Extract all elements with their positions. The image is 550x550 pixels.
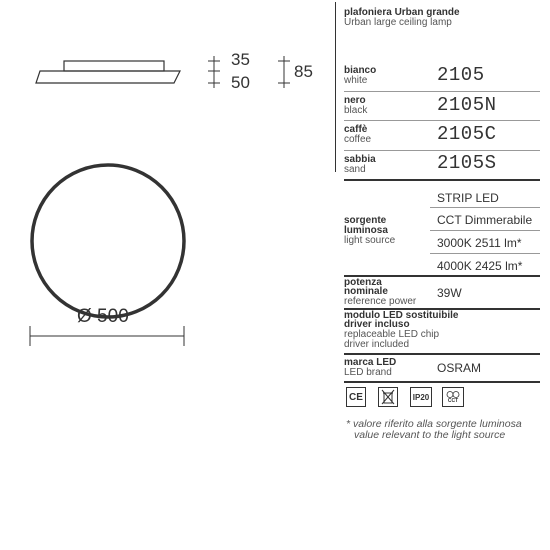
power-label-it: nominale: [344, 286, 388, 297]
module-label-en: replaceable LED chip: [344, 329, 440, 340]
divider: [430, 207, 540, 208]
finish-it: caffè: [344, 124, 368, 135]
finish-code: 2105S: [437, 152, 497, 174]
module-label-it: modulo LED sostituibile: [344, 310, 459, 321]
divider: [344, 150, 540, 151]
product-name-en: Urban large ceiling lamp: [344, 17, 452, 28]
module-label-it: driver incluso: [344, 319, 410, 330]
light-source-label-it: sorgente: [344, 215, 387, 226]
module-label-en: driver included: [344, 339, 410, 350]
weee-bin-icon: [378, 387, 398, 407]
finish-code: 2105C: [437, 123, 497, 145]
section-divider: [344, 353, 540, 355]
brand-label-it: marca LED: [344, 357, 397, 368]
brand-label-en: LED brand: [344, 367, 392, 378]
finish-en: coffee: [344, 134, 372, 145]
light-source-label-it: luminosa: [344, 225, 388, 236]
finish-en: black: [344, 105, 368, 116]
lumen-4000k-value: 4000K 2425 lm*: [437, 259, 523, 273]
divider: [430, 230, 540, 231]
finish-it: nero: [344, 95, 366, 106]
cct-icon: CCT: [442, 387, 464, 407]
dimension-diameter: Ø 500: [77, 306, 129, 327]
section-divider: [344, 381, 540, 383]
side-view-body: [36, 71, 180, 83]
finish-code: 2105: [437, 64, 485, 86]
ce-mark-icon: CE: [346, 387, 366, 407]
ip-rating-icon: IP20: [410, 387, 432, 407]
divider: [344, 120, 540, 121]
divider: [344, 91, 540, 92]
finish-it: sabbia: [344, 154, 376, 165]
product-name-it: plafoniera Urban grande: [344, 7, 460, 18]
footnote: value relevant to the light source: [354, 429, 506, 441]
side-view: [36, 61, 180, 83]
finish-code: 2105N: [437, 94, 497, 116]
technical-drawing: [0, 0, 330, 360]
strip-led-value: STRIP LED: [437, 191, 499, 205]
footnote: * valore riferito alla sorgente luminosa: [346, 418, 522, 430]
lumen-3000k-value: 3000K 2511 lm*: [437, 236, 522, 250]
dimension-top-height: 35: [231, 50, 250, 69]
power-value: 39W: [437, 286, 462, 300]
diameter-dimension-line: [30, 326, 184, 346]
brand-value: OSRAM: [437, 361, 482, 375]
dimension-bottom-height: 50: [231, 73, 250, 92]
power-label-en: reference power: [344, 296, 417, 307]
section-divider: [344, 179, 540, 181]
cct-value: CCT Dimmerabile: [437, 213, 533, 227]
power-label-it: potenza: [344, 277, 382, 288]
dimension-total-height: 85: [294, 62, 313, 81]
finish-it: bianco: [344, 65, 377, 76]
header-divider: [335, 2, 336, 172]
side-view-top-part: [64, 61, 164, 71]
top-view-circle: [32, 165, 184, 317]
finish-en: white: [344, 75, 368, 86]
finish-en: sand: [344, 164, 366, 175]
divider: [430, 253, 540, 254]
light-source-label-en: light source: [344, 235, 396, 246]
